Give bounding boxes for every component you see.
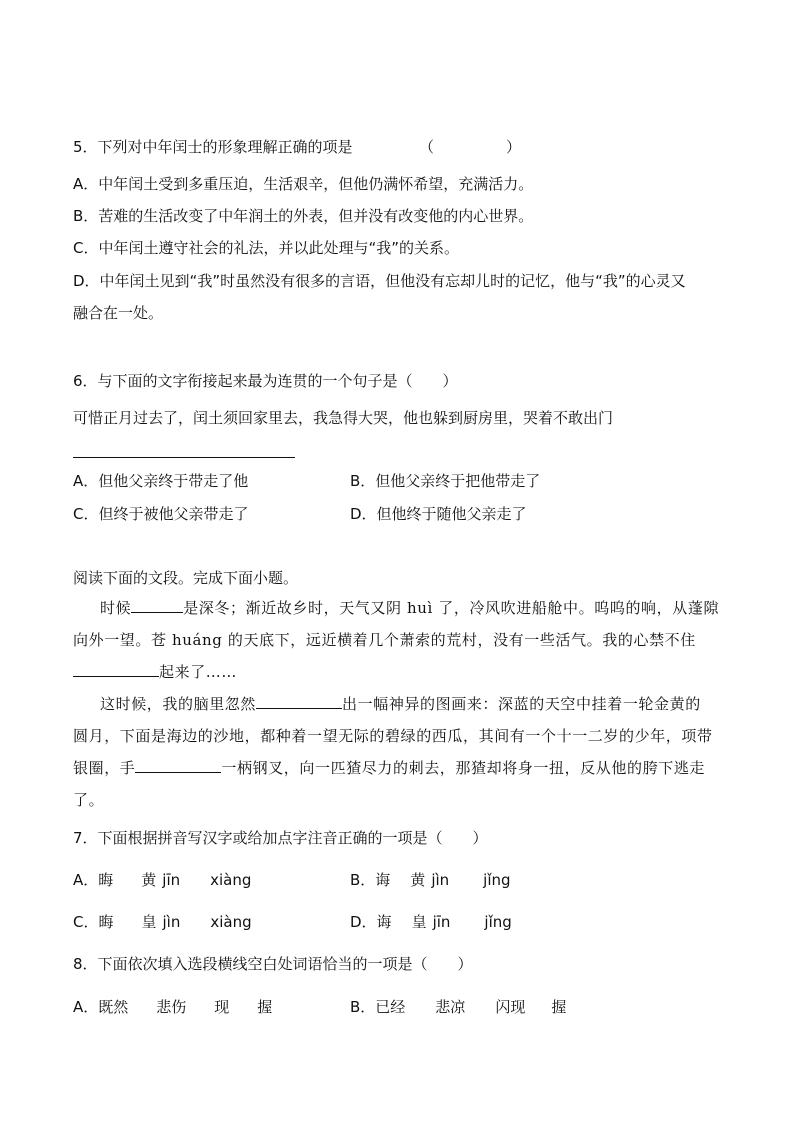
q7-option-b — [350, 870, 511, 890]
reading-p2-line3 — [73, 758, 705, 778]
q7-a-3: jīn — [162, 871, 181, 889]
q7-a-2: 黄 — [141, 871, 157, 889]
blank-2 — [73, 662, 159, 677]
q7-b-1: B．诲 — [350, 871, 391, 889]
blank-1 — [131, 598, 183, 613]
q8-stem: 8．下面依次填入选段横线空白处词语恰当的一项是（ ） — [73, 955, 473, 973]
reading-p1-line3 — [73, 662, 237, 682]
blank-3 — [256, 694, 342, 709]
q7-b-3: jìn — [431, 871, 450, 889]
q7-d-4: jǐng — [484, 913, 512, 931]
reading-p2-line1 — [100, 694, 701, 714]
q5-paren-close: ） — [506, 138, 522, 156]
q7-c-1: C．晦 — [73, 913, 114, 931]
q6-answer-line — [73, 457, 295, 458]
reading-p2-line2: 圆月，下面是海边的沙地，都种着一望无际的碧绿的西瓜，其间有一个十一二岁的少年，项带 — [73, 727, 713, 745]
q7-d-1: D．诲 — [350, 913, 392, 931]
q5-option-d: D．中年闰土见到“我”时虽然没有很多的言语，但他没有忘却儿时的记忆，他与“我”的心灵又 — [73, 272, 686, 290]
reading-p1-text-c: 起来了…… — [159, 663, 238, 681]
reading-p2-text-d: 一柄钢叉，向一匹猹尽力的刺去，那猹却将身一扭，反从他的胯下逃走 — [221, 759, 706, 777]
q7-stem: 7．下面根据拼音写汉字或给加点字注音正确的一项是（ ） — [73, 829, 488, 847]
blank-4 — [135, 758, 221, 773]
q8-b-3: 闪现 — [495, 998, 526, 1016]
q7-c-2: 皇 — [141, 913, 157, 931]
q7-option-d — [350, 912, 512, 932]
reading-p2-text-b: 出一幅神异的图画来：深蓝的天空中挂着一轮金黄的 — [342, 695, 701, 713]
reading-p1-line2: 向外一望。苍 huáng 的天底下，远近横着几个萧索的荒村，没有一些活气。我的心禁不住 — [73, 631, 696, 649]
q8-b-4: 握 — [551, 998, 567, 1016]
reading-intro: 阅读下面的文段。完成下面小题。 — [73, 569, 299, 587]
q8-a-1: A．既然 — [73, 998, 129, 1016]
q8-a-2: 悲伤 — [156, 998, 187, 1016]
q5-option-a: A．中年闰土受到多重压迫，生活艰辛，但他仍满怀希望，充满活力。 — [73, 175, 534, 193]
q5-option-b: B．苦难的生活改变了中年润土的外表，但并没有改变他的内心世界。 — [73, 207, 534, 225]
q7-a-1: A．晦 — [73, 871, 114, 889]
q8-b-1: B．已经 — [350, 998, 406, 1016]
q6-passage: 可惜正月过去了，闰土须回家里去，我急得大哭，他也躲到厨房里，哭着不敢出门 — [73, 409, 614, 427]
q6-option-b: B．但他父亲终于把他带走了 — [350, 472, 541, 490]
q6-option-d: D．但他终于随他父亲走了 — [350, 505, 527, 523]
reading-p2-text-a: 这时候，我的脑里忽然 — [100, 695, 257, 713]
q8-option-b — [350, 997, 566, 1017]
q6-option-a: A．但他父亲终于带走了他 — [73, 472, 249, 490]
reading-p2-text-c: 银圈，手 — [73, 759, 136, 777]
reading-p1-text-a: 时候 — [100, 599, 132, 617]
q7-d-2: 皇 — [411, 913, 427, 931]
q7-d-3: jīn — [432, 913, 451, 931]
q5-paren-open: （ — [419, 138, 435, 156]
q8-b-2: 悲凉 — [435, 998, 466, 1016]
q7-option-a — [73, 870, 251, 890]
q7-option-c — [73, 912, 252, 932]
q7-c-3: jìn — [162, 913, 181, 931]
q5-stem: 5．下列对中年闰士的形象理解正确的项是 — [73, 138, 353, 156]
q5-option-d-cont: 融合在一处。 — [73, 304, 164, 322]
reading-p2-line4: 了。 — [73, 791, 105, 809]
q7-b-4: jǐng — [483, 871, 511, 889]
q7-c-4: xiàng — [210, 913, 252, 931]
reading-p1-text-b: 是深冬；渐近故乡时，天气又阴 huì 了，冷风吹进船舱中。呜呜的响，从蓬隙 — [183, 599, 720, 617]
q5-option-c: C．中年闰土遵守社会的礼法，并以此处理与“我”的关系。 — [73, 239, 460, 257]
q5-stem-line — [73, 137, 522, 157]
q8-option-a — [73, 997, 272, 1017]
q6-stem: 6．与下面的文字衔接起来最为连贯的一个句子是（ ） — [73, 372, 458, 390]
q8-a-3: 现 — [214, 998, 230, 1016]
q7-a-4: xiàng — [210, 871, 252, 889]
q7-b-2: 黄 — [410, 871, 426, 889]
q8-a-4: 握 — [257, 998, 273, 1016]
q6-option-c: C．但终于被他父亲带走了 — [73, 505, 249, 523]
reading-p1-line1 — [100, 598, 719, 618]
